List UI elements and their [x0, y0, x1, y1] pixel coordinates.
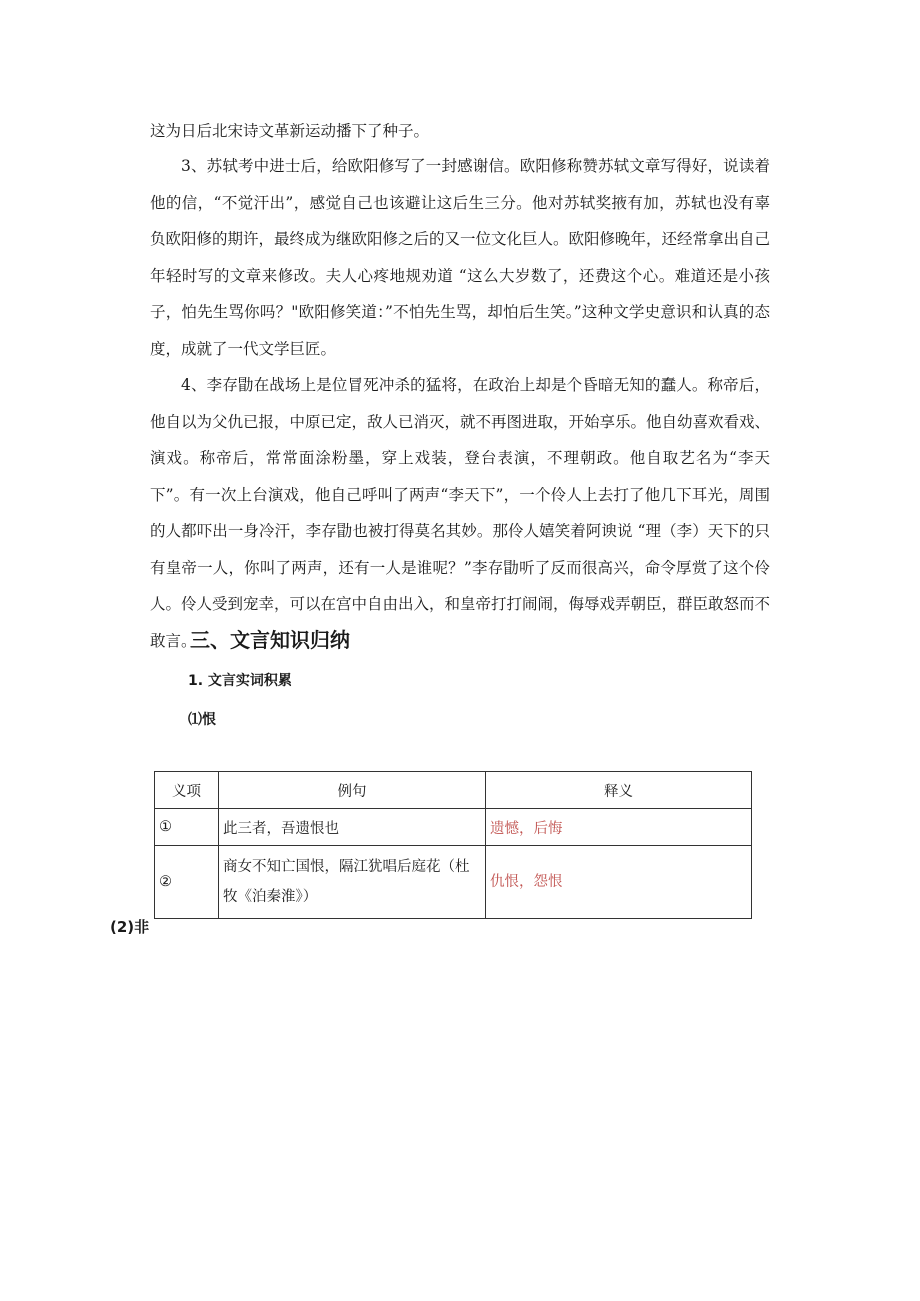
paragraph-4: 4、李存勖在战场上是位冒死冲杀的猛将，在政治上却是个昏暗无知的蠢人。称帝后，他自以为父仇已报，中原已定，敌人已消灭，就不再图进取，开始享乐。他自幼喜欢看戏、演戏。称帝后，常常面涂粉墨，穿上戏装，登台表演，不理朝政。他自取艺名为“李天下”。有一次上台演戏，他自己呼叫了两声“李天下”，一个伶人上去打了他几下耳光，周围的人都吓出一身冷汗，李存勖也被打得莫名其妙。那伶人嬉笑着阿谀说 “理（李）天下的只有皇帝一人，你叫了两声，还有一人是谁呢？”李存勖听了反而很高兴，命令厚赏了这个伶人。伶人受到宠幸，可以在宫中自由出入，和皇帝打打闹闹，侮辱戏弄朝臣，群臣敢怒而不敢言。: [150, 376, 771, 650]
row-meaning: 遗憾，后悔: [486, 809, 752, 846]
table-row: [155, 846, 752, 919]
subsection-title: 1. 文言实词积累: [188, 673, 292, 689]
header-meaning: 释义: [486, 772, 752, 809]
row-sentence: 此三者，吾遗恨也: [219, 809, 486, 846]
section-heading: 三、文言知识归纳: [190, 628, 350, 652]
header-example: 例句: [219, 772, 486, 809]
word-label-fei: (2)非: [110, 918, 150, 936]
row-sentence: 商女不知亡国恨，隔江犹唱后庭花（杜牧《泊秦淮》）: [219, 846, 486, 919]
paragraph-intro: 这为日后北宋诗文革新运动播下了种子。: [150, 122, 430, 140]
table-row: [155, 809, 752, 846]
row-meaning: 仇恨，怨恨: [486, 846, 752, 919]
table-header-row: [155, 772, 752, 809]
word-label-hen: ⑴恨: [188, 712, 216, 728]
paragraph-3: 3、苏轼考中进士后，给欧阳修写了一封感谢信。欧阳修称赞苏轼文章写得好，说读着他的信，“不觉汗出”，感觉自己也该避让这后生三分。他对苏轼奖掖有加，苏轼也没有辜负欧阳修的期许，最终成为继欧阳修之后的又一位文化巨人。欧阳修晚年，还经常拿出自己年轻时写的文章来修改。夫人心疼地规劝道 “这么大岁数了，还费这个心。难道还是小孩子，怕先生骂你吗？"欧阳修笑道：”不怕先生骂，却怕后生笑。”这种文学史意识和认真的态度，成就了一代文学巨匠。: [150, 157, 771, 358]
row-number: ②: [155, 846, 219, 919]
vocab-table: [154, 771, 752, 919]
row-number: ①: [155, 809, 219, 846]
header-sense: 义项: [155, 772, 219, 809]
